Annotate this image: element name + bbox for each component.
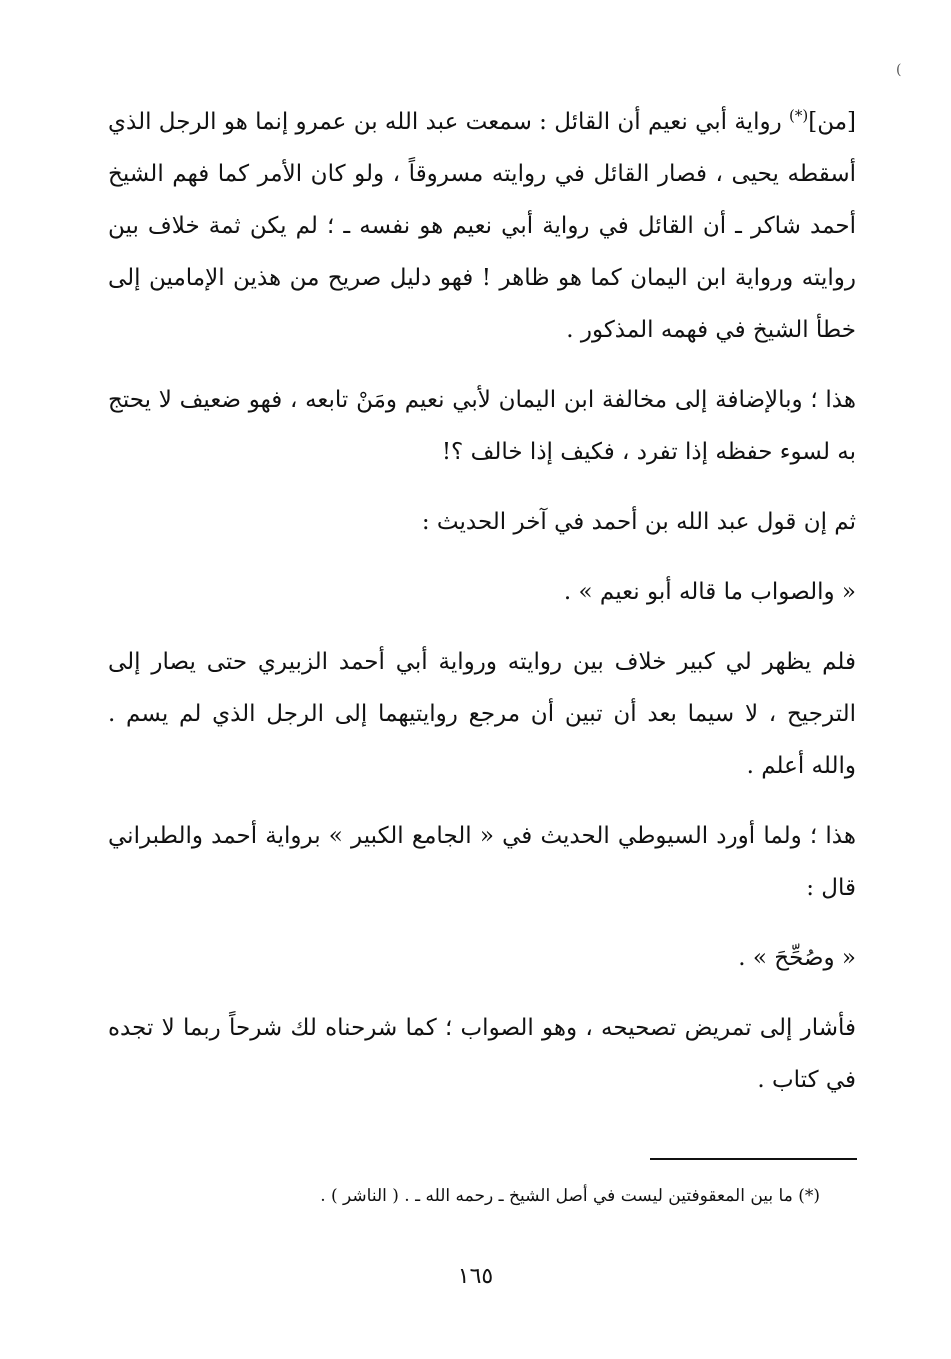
footnote-divider — [650, 1158, 857, 1160]
footnote-marker[interactable]: (*) — [789, 106, 809, 125]
margin-mark: ( — [896, 62, 902, 78]
quote-2: « وصُحِّحَ » . — [738, 945, 856, 971]
paragraph-3: ثم إن قول عبد الله بن أحمد في آخر الحديث : — [421, 509, 856, 535]
paragraph-1-text: رواية أبي نعيم أن القائل : سمعت عبد الله بن عمرو إنما هو الرجل الذي أسقطه يحيى ، فصار القائل في روايته مسروقاً ، ولو كان الأمر كما فهم الشيخ أحمد شاكر ـ أن القائل في رواية أبي نعيم هو نفسه ـ ؛ لم يكن ثمة خلاف بين روايته ورواية ابن اليمان كما هو ظاهر ! فهو دليل صريح من هذين الإمامين إلى خطأ الشيخ في فهمه المذكور . — [108, 109, 856, 343]
paragraph-2: هذا ؛ وبالإضافة إلى مخالفة ابن اليمان لأبي نعيم ومَنْ تابعه ، فهو ضعيف لا يحتج به لسوء حفظه إذا تفرد ، فكيف إذا خالف ؟! — [108, 387, 856, 465]
quote-1: « والصواب ما قاله أبو نعيم » . — [563, 579, 856, 605]
paragraph-4: فلم يظهر لي كبير خلاف بين روايته ورواية أبي أحمد الزبيري حتى يصار إلى الترجيح ، لا سيما بعد أن تبين أن مرجع روايتيهما إلى الرجل الذي لم يسم . والله أعلم . — [108, 649, 856, 779]
body-text — [108, 96, 856, 1124]
page-number: ١٦٥ — [457, 1264, 494, 1289]
bracket-insert: [من] — [808, 109, 856, 135]
footnote: (*) ما بين المعقوفتين ليست في أصل الشيخ ـ رحمه الله ـ . ( الناشر ) . — [320, 1186, 820, 1206]
paragraph-1 — [108, 96, 856, 356]
paragraph-6: فأشار إلى تمريض تصحيحه ، وهو الصواب ؛ كما شرحناه لك شرحاً ربما لا تجده في كتاب . — [108, 1015, 856, 1093]
paragraph-5: هذا ؛ ولما أورد السيوطي الحديث في « الجامع الكبير » برواية أحمد والطبراني قال : — [108, 823, 856, 901]
